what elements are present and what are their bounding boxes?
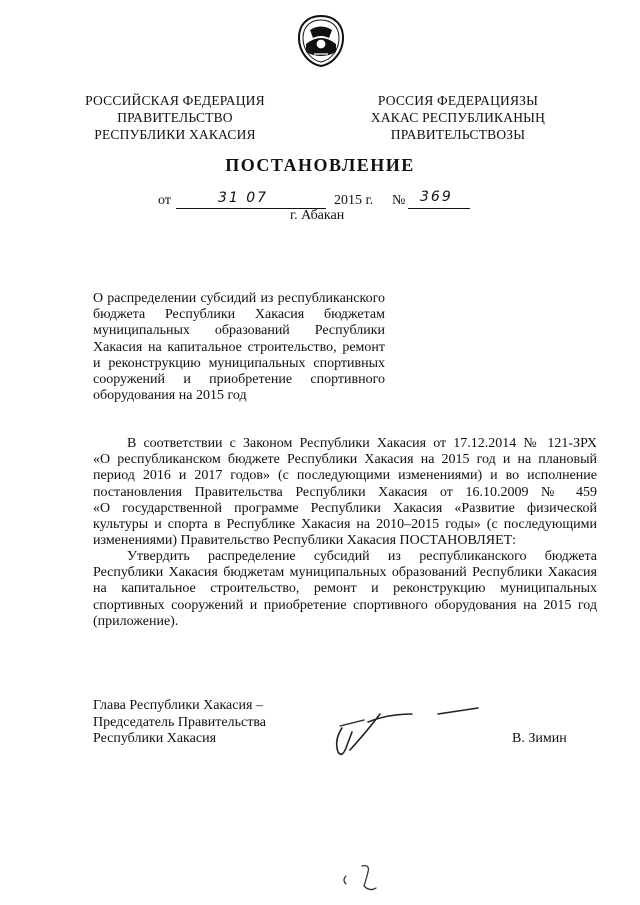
city-label: г. Абакан — [290, 208, 345, 223]
document-subject — [93, 291, 385, 404]
date-handwritten: 31 07 — [218, 190, 269, 206]
header-left-line-3: РЕСПУБЛИКИ ХАКАСИЯ — [94, 127, 256, 142]
body-line: «О республиканском бюджете Республики Хакасия на 2015 год и на плановый — [93, 452, 597, 468]
body-line: период 2016 и 2017 годов» (с последующими изменениями) и во исполнение — [93, 468, 597, 484]
header-left — [80, 92, 270, 143]
header-right-line-1: РОССИЯ ФЕДЕРАЦИЯЗЫ — [377, 93, 539, 108]
subject-line: О распределении субсидий из республиканского — [93, 291, 385, 306]
subject-line: бюджета Республики Хакасия бюджетам — [93, 307, 385, 323]
body-line: «О государственной программе Республики Хакасия «Развитие физической — [93, 500, 597, 516]
body-paragraph-2 — [93, 549, 597, 630]
from-label: от — [158, 193, 171, 208]
body-line: Утвердить распределение субсидий из республиканского бюджета — [127, 549, 597, 564]
header-right — [358, 92, 558, 143]
body-line: (приложение). — [93, 613, 179, 629]
signatory-name: В. Зимин — [512, 731, 567, 746]
header-right-line-3: ПРАВИТЕЛЬСТВОЗЫ — [390, 127, 526, 142]
body-line: Республики Хакасия бюджетам муниципальных образований Республики Хакасия — [93, 565, 597, 581]
body-line: изменениями) Правительство Республики Хакасия ПОСТАНОВЛЯЕТ: — [93, 533, 517, 549]
position-line: Председатель Правительства — [93, 714, 266, 730]
document-title: ПОСТАНОВЛЕНИЕ — [225, 155, 415, 175]
header-left-line-2: ПРАВИТЕЛЬСТВО — [117, 110, 233, 125]
body-paragraph-1 — [93, 436, 597, 549]
body-line: культуры и спорта в Республике Хакасия на 2010–2015 годы» (с последующими — [93, 517, 597, 533]
signatory-position — [93, 698, 266, 748]
header-left-line-1: РОССИЙСКАЯ ФЕДЕРАЦИЯ — [85, 93, 265, 108]
subject-line: оборудования на 2015 год — [93, 388, 247, 404]
number-label: № — [392, 193, 406, 208]
page-handwritten-mark — [340, 862, 390, 896]
header-right-line-2: ХАКАС РЕСПУБЛИКАНЫҢ — [370, 110, 546, 125]
body-line: В соответствии с Законом Республики Хакасия от 17.12.2014 № 121-ЗРХ — [127, 436, 597, 451]
subject-line: Хакасия на капитальное строительство, ремонт — [93, 339, 385, 355]
subject-line: сооружений и приобретение спортивного — [93, 372, 385, 388]
body-line: спортивных сооружений и приобретение спортивного оборудования на 2015 год — [93, 597, 597, 613]
position-line: Республики Хакасия — [93, 731, 217, 746]
number-underline — [408, 208, 470, 209]
body-line: постановления Правительства Республики Хакасия от 16.10.2009 № 459 — [93, 484, 597, 500]
coat-of-arms-emblem — [296, 14, 346, 68]
year-label: 2015 г. — [334, 193, 374, 208]
handwritten-signature — [328, 700, 488, 760]
subject-line: и реконструкцию муниципальных спортивных — [93, 355, 385, 371]
subject-line: муниципальных образований Республики — [93, 323, 385, 339]
number-handwritten: 369 — [420, 189, 453, 205]
body-line: на капитальное строительство, ремонт и реконструкцию муниципальных — [93, 581, 597, 597]
position-line: Глава Республики Хакасия – — [93, 698, 263, 713]
